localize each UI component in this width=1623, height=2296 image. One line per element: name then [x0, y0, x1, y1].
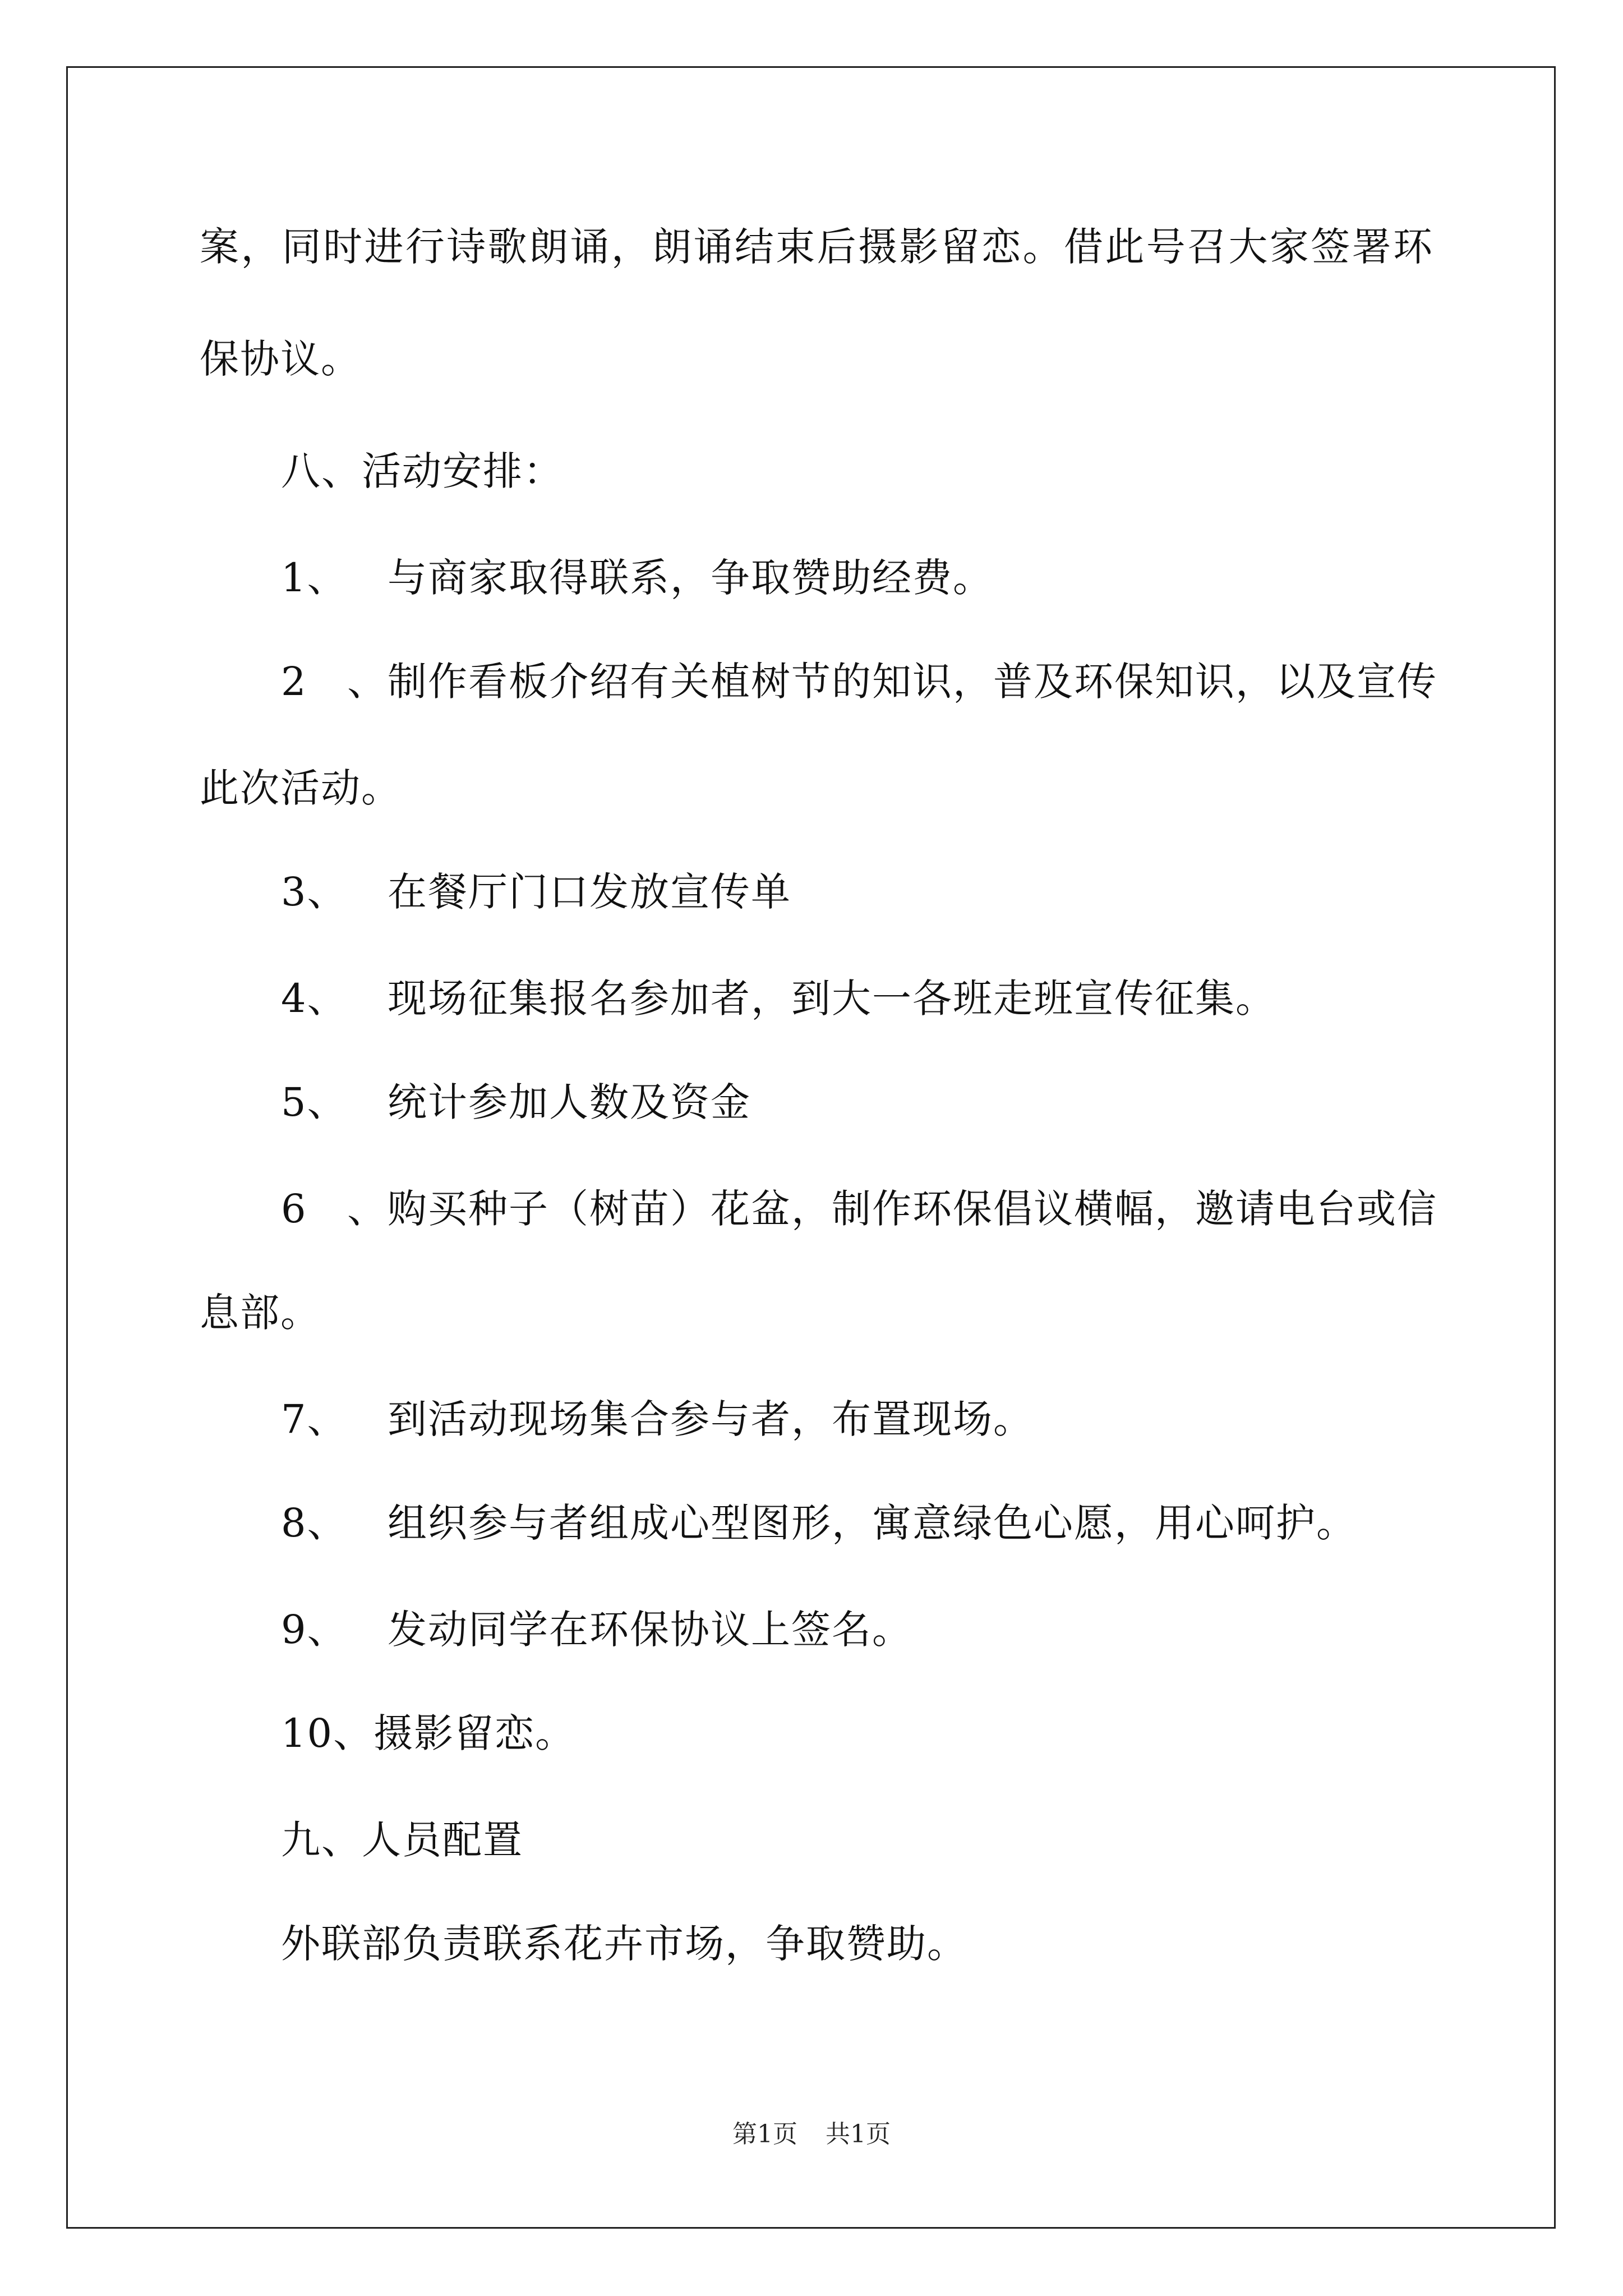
- list-item: [281, 1077, 1433, 1128]
- list-item: [281, 553, 1433, 603]
- page-total: 共1页: [826, 2120, 891, 2148]
- item-text: 现场征集报名参加者，到大一各班走班宣传征集。: [388, 976, 1276, 1022]
- item-number: 8、: [281, 1500, 348, 1546]
- list-item-continuation: 此次活动。: [200, 765, 402, 811]
- item-text: 组织参与者组成心型图形，寓意绿色心愿，用心呵护。: [388, 1500, 1357, 1546]
- section-heading: 八、活动安排：: [281, 448, 564, 494]
- list-item: 10、摄影留恋。: [281, 1710, 576, 1756]
- item-number: 2、: [281, 659, 388, 705]
- list-item: [281, 1184, 1437, 1234]
- item-number: 4、: [281, 976, 348, 1022]
- list-item: [281, 1604, 1433, 1655]
- list-item: [281, 973, 1433, 1024]
- item-number: 3、: [281, 869, 348, 915]
- item-number: 5、: [281, 1079, 348, 1125]
- item-number: 1、: [281, 555, 348, 601]
- item-number: 9、: [281, 1607, 348, 1653]
- item-text: 统计参加人数及资金: [388, 1079, 751, 1125]
- list-item: [281, 1498, 1433, 1548]
- paragraph-line: 外联部负责联系花卉市场，争取赞助。: [281, 1921, 967, 1967]
- item-number: 7、: [281, 1396, 348, 1442]
- item-text: 与商家取得联系，争取赞助经费。: [388, 555, 993, 601]
- item-text: 发动同学在环保协议上签名。: [388, 1607, 912, 1653]
- item-number: 6、: [281, 1186, 388, 1232]
- section-heading: 九、人员配置: [281, 1817, 523, 1863]
- item-text: 购买种子（树苗）花盆，制作环保倡议横幅，邀请电台或信: [388, 1186, 1437, 1232]
- list-item: [281, 867, 1433, 917]
- list-item-continuation: 息部。: [200, 1290, 321, 1336]
- list-item: [281, 1394, 1433, 1444]
- paragraph-line: 案，同时进行诗歌朗诵，朗诵结束后摄影留恋。借此号召大家签署环: [200, 224, 1433, 270]
- item-text: 到活动现场集合参与者，布置现场。: [388, 1396, 1034, 1442]
- paragraph-line: 保协议。: [200, 336, 361, 382]
- item-text: 制作看板介绍有关植树节的知识，普及环保知识，以及宣传: [388, 659, 1437, 705]
- item-text: 在餐厅门口发放宣传单: [388, 869, 791, 915]
- list-item: [281, 656, 1437, 707]
- page-border: [66, 66, 1556, 2229]
- page-number: 第1页: [732, 2120, 797, 2148]
- page-footer: [0, 2118, 1623, 2151]
